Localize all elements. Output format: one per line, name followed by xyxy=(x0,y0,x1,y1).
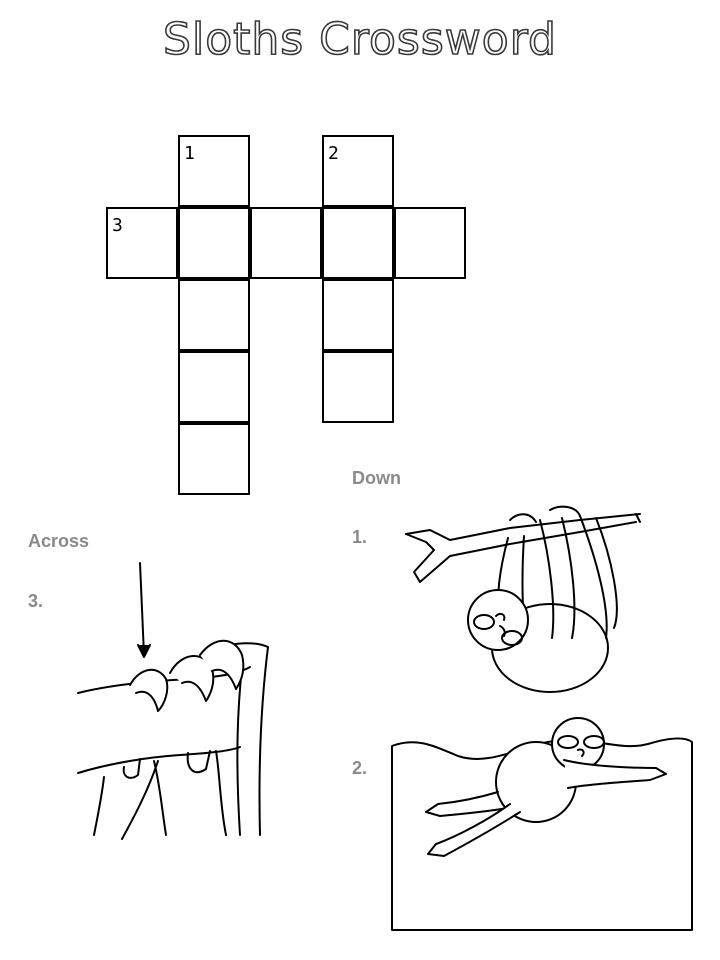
grid-cell-1-down-5[interactable] xyxy=(178,423,250,495)
grid-cell-1-down-1[interactable] xyxy=(178,135,250,207)
grid-cell-1-down-4[interactable] xyxy=(178,351,250,423)
clue-number-label: 3 xyxy=(112,215,123,236)
clue-number-label: 1 xyxy=(184,143,195,164)
grid-cell-1-down-2[interactable] xyxy=(178,207,250,279)
grid-cell-2-down-1[interactable] xyxy=(322,135,394,207)
grid-cell-2-down-4[interactable] xyxy=(322,351,394,423)
grid-cell-1-down-3[interactable] xyxy=(178,279,250,351)
grid-cell-3-across-1[interactable] xyxy=(106,207,178,279)
across-heading: Across xyxy=(28,531,90,551)
down-clue-1-number: 1. xyxy=(352,527,368,547)
across-clue-3-number: 3. xyxy=(28,591,44,611)
sloth-hanging-illustration xyxy=(400,498,645,698)
clue-number-label: 2 xyxy=(328,143,339,164)
grid-cell-2-down-2[interactable] xyxy=(322,207,394,279)
grid-cell-3-across-3[interactable] xyxy=(250,207,322,279)
down-clue-2-number: 2. xyxy=(352,758,368,778)
sloth-claws-illustration xyxy=(70,555,280,840)
page-title: Sloths Crossword xyxy=(163,14,557,65)
grid-cell-2-down-3[interactable] xyxy=(322,279,394,351)
grid-cell-3-across-5[interactable] xyxy=(394,207,466,279)
sloth-swimming-illustration xyxy=(388,708,698,934)
down-heading: Down xyxy=(352,468,401,488)
